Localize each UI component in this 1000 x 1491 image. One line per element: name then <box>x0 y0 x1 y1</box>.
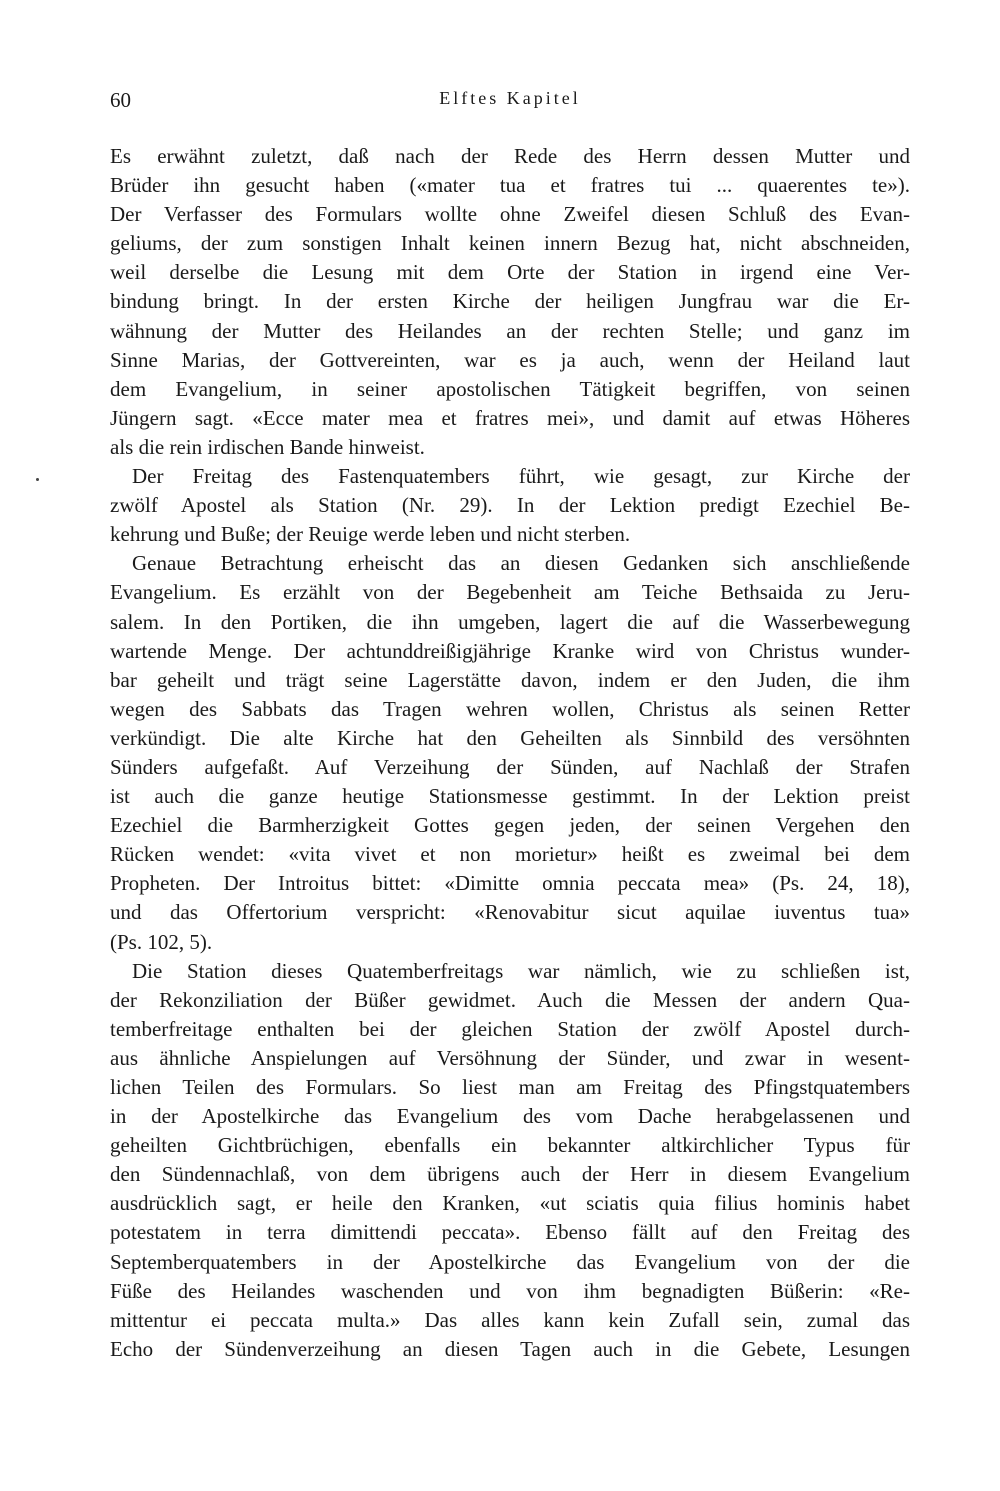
page-header <box>110 88 910 118</box>
text-line: Jüngern sagt. «Ecce mater mea et fratres mei», und damit auf etwas Höheres <box>110 405 910 430</box>
text-line: Rücken wendet: «vita vivet et non morietur» heißt es zweimal bei dem <box>110 842 910 867</box>
running-title: Elftes Kapitel <box>439 88 581 108</box>
text-line: Sünders aufgefaßt. Auf Verzeihung der Sünden, auf Nachlaß der Strafen <box>110 754 910 779</box>
text-line: bar geheilt und trägt seine Lagerstätte davon, indem er den Juden, die ihm <box>110 667 910 692</box>
text-line: Ezechiel die Barmherzigkeit Gottes gegen jeden, der seinen Vergehen den <box>110 813 910 838</box>
text-line: den Sündennachlaß, von dem übrigens auch der Herr in diesem Evangelium <box>110 1162 910 1187</box>
text-line: Füße des Heilandes waschenden und von ihm begnadigten Büßerin: «Re- <box>110 1278 910 1303</box>
text-line: der Rekonziliation der Büßer gewidmet. Auch die Messen der andern Qua- <box>110 987 910 1012</box>
text-line: zwölf Apostel als Station (Nr. 29). In der Lektion predigt Ezechiel Be- <box>110 493 910 518</box>
text-line: Propheten. Der Introitus bittet: «Dimitte omnia peccata mea» (Ps. 24, 18), <box>110 871 910 896</box>
text-line: wartende Menge. Der achtunddreißigjährige Kranke wird von Christus wunder- <box>110 638 910 663</box>
text-line: Die Station dieses Quatemberfreitags war nämlich, wie zu schließen ist, <box>132 958 910 983</box>
text-line: ausdrücklich sagt, er heile den Kranken, «ut sciatis quia filius hominis habet <box>110 1191 910 1216</box>
text-line: verkündigt. Die alte Kirche hat den Geheilten als Sinnbild des versöhnten <box>110 725 910 750</box>
text-line: bindung bringt. In der ersten Kirche der heiligen Jungfrau war die Er- <box>110 289 910 314</box>
text-line: Evangelium. Es erzählt von der Begebenheit am Teiche Bethsaida zu Jeru- <box>110 580 910 605</box>
text-line: kehrung und Buße; der Reuige werde leben und nicht sterben. <box>110 522 631 547</box>
text-line: geliums, der zum sonstigen Inhalt keinen innern Bezug hat, nicht abschneiden, <box>110 231 910 256</box>
text-line: weil derselbe die Lesung mit dem Orte der Station in irgend eine Ver- <box>110 260 910 285</box>
text-line: salem. In den Portiken, die ihn umgeben, lagert die auf die Wasserbewegung <box>110 609 910 634</box>
text-line: Sinne Marias, der Gottvereinten, war es ja auch, wenn der Heiland laut <box>110 347 910 372</box>
text-line: Es erwähnt zuletzt, daß nach der Rede des Herrn dessen Mutter und <box>110 144 910 168</box>
body-text <box>110 142 910 1364</box>
page-number: 60 <box>110 88 131 112</box>
text-line: wähnung der Mutter des Heilandes an der rechten Stelle; und ganz im <box>110 318 910 343</box>
text-line: in der Apostelkirche das Evangelium des vom Dache herabgelassenen und <box>110 1104 910 1129</box>
text-line: Genaue Betrachtung erheischt das an diesen Gedanken sich anschließende <box>132 551 910 576</box>
text-line: aus ähnliche Anspielungen auf Versöhnung der Sünder, und zwar in wesent- <box>110 1045 910 1070</box>
text-line: geheilten Gichtbrüchigen, ebenfalls ein bekannter altkirchlicher Typus für <box>110 1133 910 1158</box>
text-line: (Ps. 102, 5). <box>110 929 213 954</box>
text-line: ist auch die ganze heutige Stationsmesse gestimmt. In der Lektion preist <box>110 784 910 809</box>
text-line: wegen des Sabbats das Tragen wehren wollen, Christus als seinen Retter <box>110 696 910 721</box>
text-line: Brüder ihn gesucht haben («mater tua et fratres tui ... quaerentes te»). <box>110 173 910 198</box>
text-line: Der Freitag des Fastenquatembers führt, wie gesagt, zur Kirche der <box>132 464 910 489</box>
text-line: und das Offertorium verspricht: «Renovabitur sicut aquilae iuventus tua» <box>110 900 910 925</box>
text-line: Septemberquatembers in der Apostelkirche das Evangelium von der die <box>110 1249 910 1274</box>
margin-mark <box>36 478 39 481</box>
text-line: potestatem in terra dimittendi peccata». Ebenso fällt auf den Freitag des <box>110 1220 910 1245</box>
text-line: Der Verfasser des Formulars wollte ohne Zweifel diesen Schluß des Evan- <box>110 202 910 227</box>
text-line: Echo der Sündenverzeihung an diesen Tagen auch in die Gebete, Lesungen <box>110 1336 910 1361</box>
text-line: temberfreitage enthalten bei der gleichen Station der zwölf Apostel durch- <box>110 1016 910 1041</box>
text-line: dem Evangelium, in seiner apostolischen Tätigkeit begriffen, von seinen <box>110 376 910 401</box>
text-line: mittentur ei peccata multa.» Das alles kann kein Zufall sein, zumal das <box>110 1307 910 1332</box>
text-line: als die rein irdischen Bande hinweist. <box>110 434 425 459</box>
text-line: lichen Teilen des Formulars. So liest man am Freitag des Pfingstquatembers <box>110 1075 910 1099</box>
